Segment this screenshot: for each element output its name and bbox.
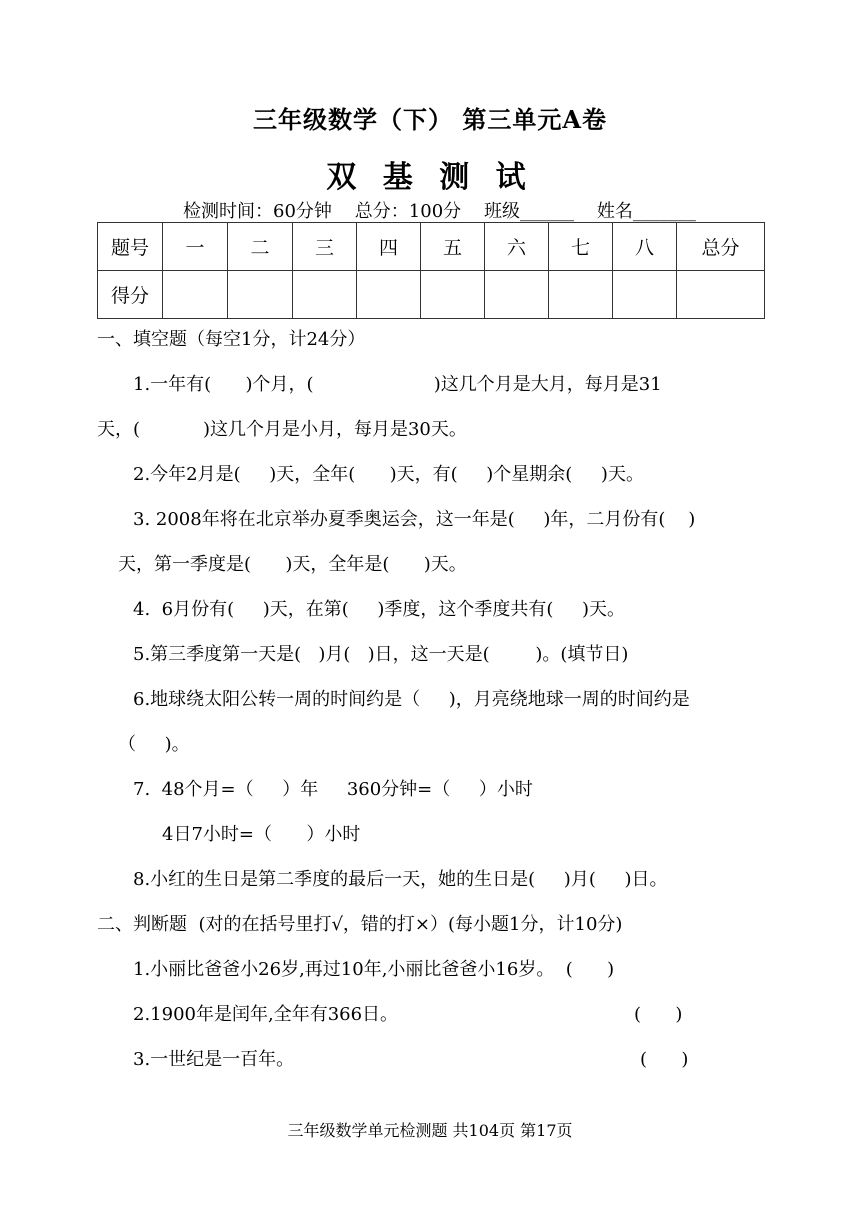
score-table-score-row [98, 271, 765, 319]
page-footer: 三年级数学单元检测题 共104页 第17页 [287, 1121, 573, 1140]
judge-question-3-answer[interactable]: ( ) [640, 1049, 689, 1070]
section2-heading: 二、判断题 (对的在括号里打√，错的打×）(每小题1分，计10分) [97, 914, 623, 935]
score-cell-empty[interactable] [228, 271, 293, 319]
score-cell-header: 七 [549, 223, 613, 271]
question-8: 8.小红的生日是第二季度的最后一天，她的生日是( )月( )日。 [133, 869, 668, 890]
judge-question-1: 1.小丽比爸爸小26岁,再过10年,小丽比爸爸小16岁。 ( ) [133, 959, 615, 980]
score-cell-empty[interactable] [421, 271, 485, 319]
score-cell-header: 八 [613, 223, 677, 271]
exam-title: 三年级数学（下） 第三单元A卷 [253, 105, 607, 134]
score-cell-empty[interactable] [357, 271, 421, 319]
exam-meta-line: 检测时间：60分钟 总分：100分 班级______ 姓名_______ [183, 201, 696, 222]
score-cell-empty[interactable] [485, 271, 549, 319]
judge-question-2-answer[interactable]: ( ) [634, 1004, 683, 1025]
section1-heading: 一、填空题（每空1分，计24分） [97, 329, 366, 350]
judge-question-2: 2.1900年是闰年,全年有366日。 [133, 1004, 399, 1025]
question-3-line1: 3. 2008年将在北京举办夏季奥运会，这一年是( )年，二月份有( ) [133, 509, 696, 530]
score-cell-empty[interactable] [677, 271, 765, 319]
score-table [97, 222, 765, 319]
score-cell-empty[interactable] [293, 271, 357, 319]
score-row-label: 得分 [98, 271, 163, 319]
score-cell-header: 三 [293, 223, 357, 271]
score-cell-header: 五 [421, 223, 485, 271]
question-7-line2: 4日7小时=（ ）小时 [162, 824, 361, 845]
score-cell-header: 二 [228, 223, 293, 271]
question-5: 5.第三季度第一天是( )月( )日，这一天是( )。(填节日) [133, 644, 629, 665]
score-cell-empty[interactable] [613, 271, 677, 319]
score-cell-header: 六 [485, 223, 549, 271]
judge-question-3: 3.一世纪是一百年。 [133, 1049, 295, 1070]
question-6-line2: （ )。 [118, 734, 190, 755]
score-cell-empty[interactable] [163, 271, 228, 319]
score-cell-header: 一 [163, 223, 228, 271]
question-1-line2: 天，( )这几个月是小月，每月是30天。 [97, 419, 467, 440]
question-7-line1: 7. 48个月=（ ）年 360分钟=（ ）小时 [133, 779, 533, 800]
score-cell-header: 总分 [677, 223, 765, 271]
exam-subtitle: 双 基 测 试 [326, 160, 534, 195]
score-cell-header: 题号 [98, 223, 163, 271]
question-1-line1: 1.一年有( )个月，( )这几个月是大月，每月是31 [133, 374, 662, 395]
question-3-line2: 天，第一季度是( )天，全年是( )天。 [118, 554, 467, 575]
question-4: 4. 6月份有( )天，在第( )季度，这个季度共有( )天。 [133, 599, 626, 620]
question-2: 2.今年2月是( )天，全年( )天，有( )个星期余( )天。 [133, 464, 644, 485]
score-cell-header: 四 [357, 223, 421, 271]
question-6-line1: 6.地球绕太阳公转一周的时间约是（ )，月亮绕地球一周的时间约是 [133, 689, 690, 710]
score-table-header-row [98, 223, 765, 271]
score-cell-empty[interactable] [549, 271, 613, 319]
